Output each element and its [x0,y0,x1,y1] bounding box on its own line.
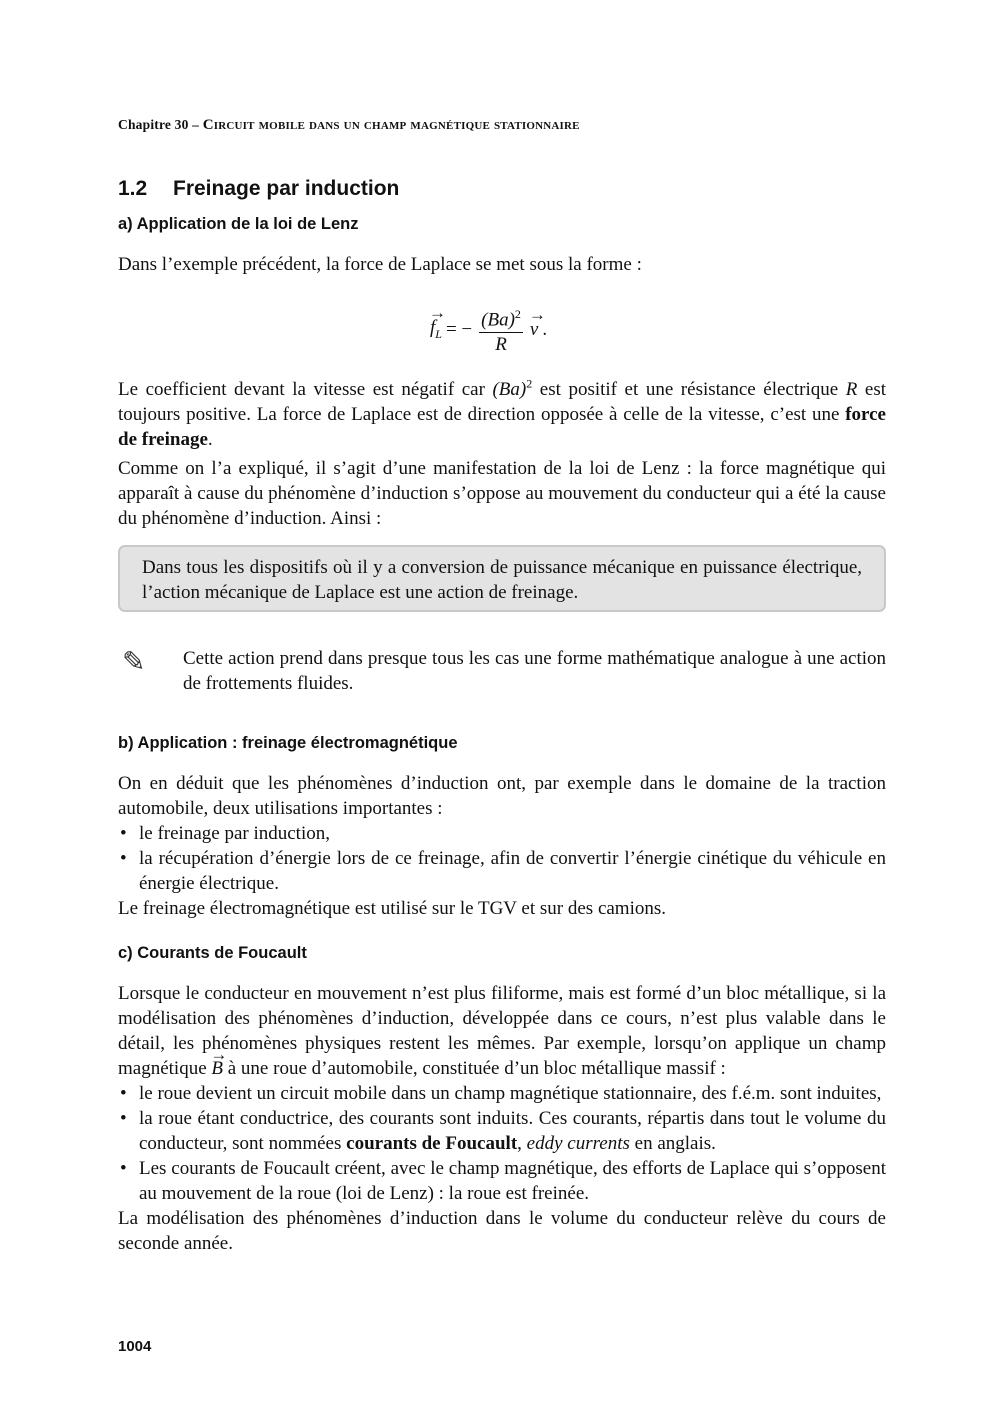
list-item: • la récupération d’énergie lors de ce freinage, afin de convertir l’énergie cinétique du véhicule en énergie électrique. [118,846,886,896]
force-vector: → $f_L$ [430,317,442,342]
paragraph-lenz: Comme on l’a expliqué, il s’agit d’une manifestation de la loi de Lenz : la force magnétique qui apparaît à cause du phénomène d’induction s’oppose au mouvement du conducteur qui a été la cause du phénomène d’induction. Ainsi : [118,458,886,529]
paragraph-intro: Dans l’exemple précédent, la force de Laplace se met sous la forme : [118,254,642,275]
page-number: 1004 [118,1338,152,1355]
bullet-list [118,821,886,896]
list-item: • la roue étant conductrice, des courants sont induits. Ces courants, répartis dans tout le volume du conducteur, sont nommées courants de Foucault, eddy currents en anglais. [118,1106,886,1156]
equals-sign: = − [445,318,473,340]
fraction: $\frac{(Ba)^2}{R}$ [479,302,523,357]
b-field-vector: → B [211,1056,223,1081]
laplace-force-formula: → $f_L$ = − $\frac{(Ba)^2}{R}$ → v . [430,302,547,357]
velocity-vector: → v [530,319,538,341]
pencil-icon: ✎ [122,647,146,678]
running-header [118,117,580,134]
section-title: Freinage par induction [173,177,400,200]
subsection-heading-a: a) Application de la loi de Lenz [118,215,359,233]
section-number: 1.2 [118,177,148,200]
note-text: Cette action prend dans presque tous les cas une forme mathématique analogue à une action de frottements fluides. [183,648,886,694]
paragraph: Le freinage électromagnétique est utilisé sur le TGV et sur des camions. [118,898,667,919]
section-c-body [118,981,886,1256]
highlight-box [118,545,886,612]
subsection-heading-c: c) Courants de Foucault [118,944,307,962]
subsection-heading-b: b) Application : freinage électromagnétique [118,734,458,752]
chapter-title: Circuit mobile dans un champ magnétique stationnaire [202,117,580,133]
list-item: • le freinage par induction, [118,821,886,846]
paragraph: Lorsque le conducteur en mouvement n’est plus filiforme, mais est formé d’un bloc métallique, si la modélisation des phénomènes d’induction, développée dans ce cours, n’est plus valable dans le détail, les phénomènes physiques restent les mêmes. Par exemple, lorsqu’on applique un champ magnétique → B à une roue d’automobile, constituée d’un bloc métallique massif : [118,981,886,1081]
section-b-body [118,771,886,921]
section-heading [118,177,399,201]
paragraph: La modélisation des phénomènes d’induction dans le volume du conducteur relève du cours de seconde année. [118,1208,886,1254]
list-item: • le roue devient un circuit mobile dans un champ magnétique stationnaire, des f.é.m. sont induites, [118,1081,886,1106]
paragraph-coefficient: Le coefficient devant la vitesse est négatif car $(Ba)^2$ est positif et une résistance électrique R est toujours positive. La force de Laplace est de direction opposée à celle de la vitesse, c’est une force de freinage. [118,376,886,450]
paragraph: On en déduit que les phénomènes d’induction ont, par exemple dans le domaine de la traction automobile, deux utilisations importantes : [118,773,886,819]
bullet-list [118,1081,886,1206]
highlight-text: Dans tous les dispositifs où il y a conversion de puissance mécanique en puissance électrique, l’action mécanique de Laplace est une action de freinage. [142,557,862,603]
chapter-label: Chapitre 30 – [118,117,203,132]
list-item: • Les courants de Foucault créent, avec le champ magnétique, des efforts de Laplace qui s’opposent au mouvement de la roue (loi de Lenz) : la roue est freinée. [118,1156,886,1206]
